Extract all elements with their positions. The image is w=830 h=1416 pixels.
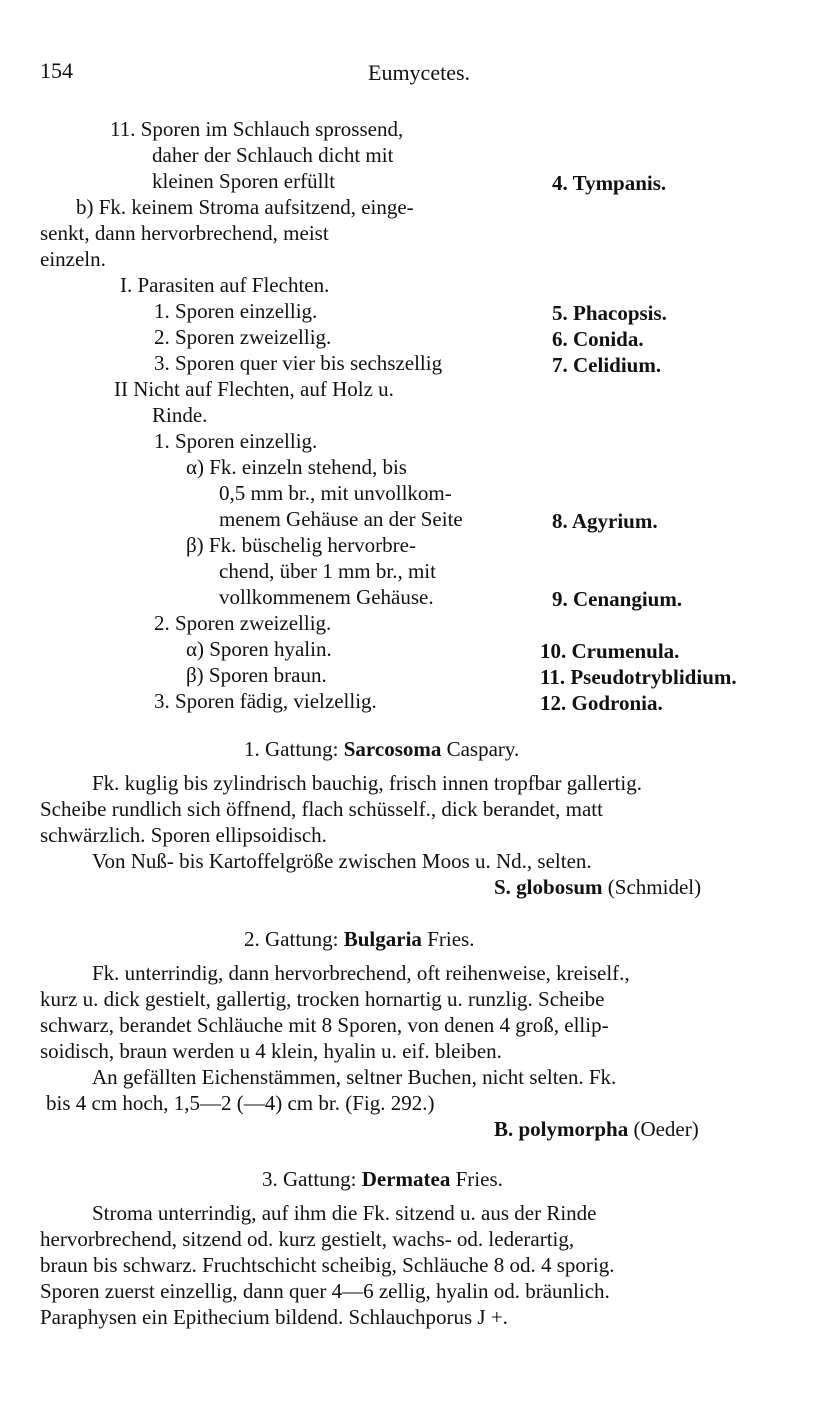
key-line: I. Parasiten auf Flechten. <box>120 273 330 297</box>
key-line: β) Fk. büschelig hervorbre- <box>186 533 416 557</box>
key-genus-entry: 8. Agyrium. <box>552 509 658 533</box>
key-line: daher der Schlauch dicht mit <box>152 143 394 167</box>
genus-description-line: soidisch, braun werden u 4 klein, hyalin u. eif. bleiben. <box>40 1039 502 1063</box>
key-line: α) Fk. einzeln stehend, bis <box>186 455 407 479</box>
genus-description-line: Stroma unterrindig, auf ihm die Fk. sitzend u. aus der Rinde <box>92 1201 597 1225</box>
key-genus-entry: 12. Godronia. <box>540 691 663 715</box>
key-line: β) Sporen braun. <box>186 663 327 687</box>
key-line: 3. Sporen quer vier bis sechszellig <box>154 351 443 375</box>
genus-description-line: Sporen zuerst einzellig, dann quer 4—6 zellig, hyalin od. bräunlich. <box>40 1279 610 1303</box>
genus-description-line: Fk. unterrindig, dann hervorbrechend, oft reihenweise, kreiself., <box>92 961 630 985</box>
key-line: senkt, dann hervorbrechend, meist <box>40 221 329 245</box>
genus-heading: 1. Gattung: Sarcosoma Caspary. <box>244 737 520 761</box>
key-line: menem Gehäuse an der Seite <box>219 507 463 531</box>
key-line: kleinen Sporen erfüllt <box>152 169 336 193</box>
genus-description-line: kurz u. dick gestielt, gallertig, trocken hornartig u. runzlig. Scheibe <box>40 987 605 1011</box>
key-line: II Nicht auf Flechten, auf Holz u. <box>114 377 394 401</box>
key-genus-entry: 10. Crumenula. <box>540 639 680 663</box>
genus-description-line: schwarz, berandet Schläuche mit 8 Sporen, von denen 4 groß, ellip- <box>40 1013 609 1037</box>
key-line: 1. Sporen einzellig. <box>154 429 318 453</box>
genus-description-line: hervorbrechend, sitzend od. kurz gestielt, wachs- od. lederartig, <box>40 1227 575 1251</box>
genus-description-line: Von Nuß- bis Kartoffelgröße zwischen Moos u. Nd., selten. <box>92 849 592 873</box>
genus-description-line: bis 4 cm hoch, 1,5—2 (—4) cm br. (Fig. 292.) <box>46 1091 435 1115</box>
key-line: 1. Sporen einzellig. <box>154 299 318 323</box>
genus-description-line: An gefällten Eichenstämmen, seltner Buchen, nicht selten. Fk. <box>92 1065 617 1089</box>
key-genus-entry: 9. Cenangium. <box>552 587 683 611</box>
key-genus-entry: 4. Tympanis. <box>552 171 667 195</box>
key-line: 11. Sporen im Schlauch sprossend, <box>110 117 404 141</box>
genus-heading: 2. Gattung: Bulgaria Fries. <box>244 927 475 951</box>
key-genus-entry: 5. Phacopsis. <box>552 301 667 325</box>
key-line: vollkommenem Gehäuse. <box>219 585 434 609</box>
key-genus-entry: 7. Celidium. <box>552 353 662 377</box>
genus-heading: 3. Gattung: Dermatea Fries. <box>262 1167 503 1191</box>
page-number: 154 <box>40 58 73 83</box>
key-line: 2. Sporen zweizellig. <box>154 611 332 635</box>
species-line: S. globosum (Schmidel) <box>494 875 702 899</box>
genus-description-line: Paraphysen ein Epithecium bildend. Schlauchporus J +. <box>40 1305 508 1329</box>
key-line: 2. Sporen zweizellig. <box>154 325 332 349</box>
genus-description-line: Scheibe rundlich sich öffnend, flach schüsself., dick berandet, matt <box>40 797 603 821</box>
key-line: α) Sporen hyalin. <box>186 637 332 661</box>
key-line: einzeln. <box>40 247 106 271</box>
species-line: B. polymorpha (Oeder) <box>494 1117 699 1141</box>
genus-description-line: schwärzlich. Sporen ellipsoidisch. <box>40 823 327 847</box>
key-line: chend, über 1 mm br., mit <box>219 559 436 583</box>
key-genus-entry: 6. Conida. <box>552 327 644 351</box>
genus-description-line: braun bis schwarz. Fruchtschicht scheibig, Schläuche 8 od. 4 sporig. <box>40 1253 615 1277</box>
key-line: 0,5 mm br., mit unvollkom- <box>219 481 452 505</box>
key-genus-entry: 11. Pseudotryblidium. <box>540 665 737 689</box>
key-line: 3. Sporen fädig, vielzellig. <box>154 689 377 713</box>
running-title: Eumycetes. <box>368 60 471 85</box>
key-line: Rinde. <box>152 403 208 427</box>
key-line: b) Fk. keinem Stroma aufsitzend, einge- <box>76 195 414 219</box>
genus-description-line: Fk. kuglig bis zylindrisch bauchig, frisch innen tropfbar gallertig. <box>92 771 642 795</box>
